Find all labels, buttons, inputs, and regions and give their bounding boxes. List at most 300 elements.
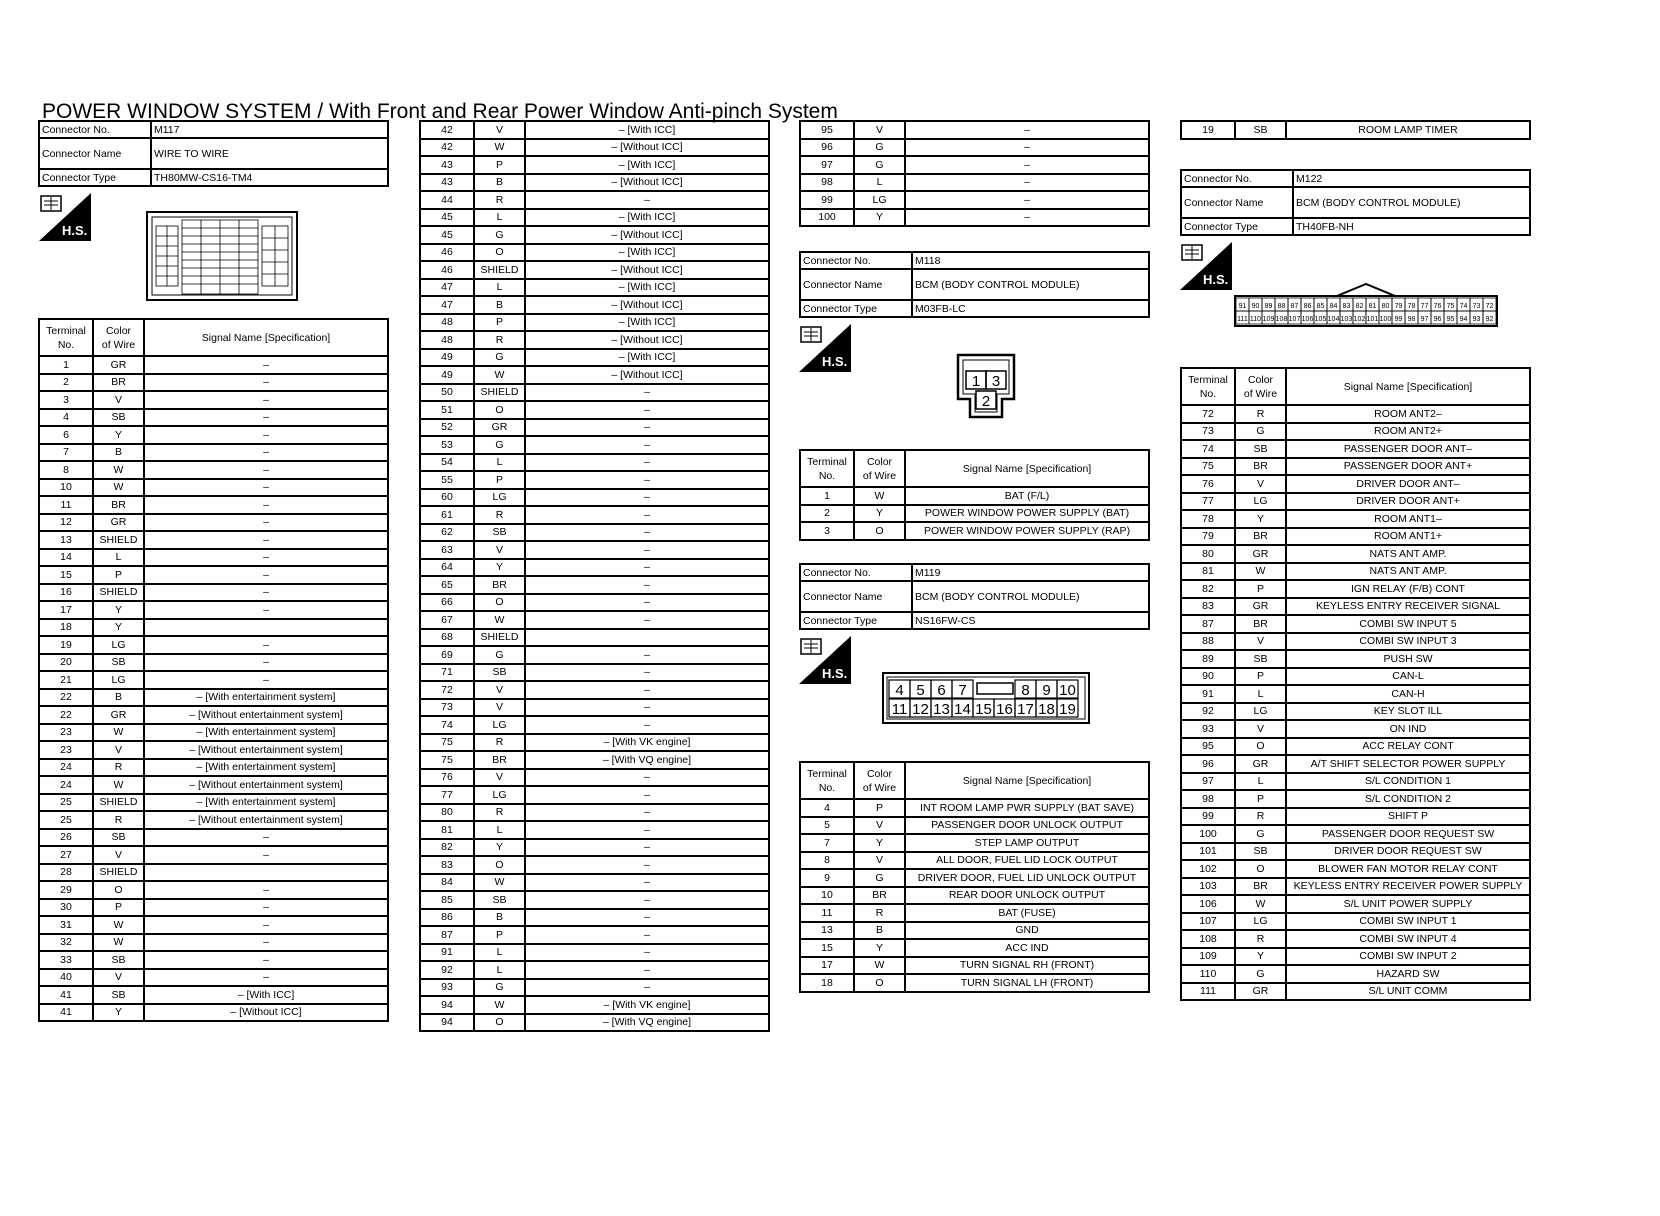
terminal-no-cell: 27 bbox=[39, 846, 93, 864]
table-row bbox=[39, 846, 388, 864]
terminal-no-cell: 67 bbox=[420, 611, 474, 629]
terminal-no-cell: 100 bbox=[800, 209, 854, 227]
connector-type-label: Connector Type bbox=[800, 300, 912, 317]
terminal-no-cell: 64 bbox=[420, 559, 474, 577]
terminal-no-cell: 54 bbox=[420, 454, 474, 472]
table-row bbox=[39, 934, 388, 952]
signal-name-cell: – bbox=[525, 839, 769, 857]
wire-color-cell: Y bbox=[93, 426, 144, 444]
wire-color-cell: O bbox=[474, 594, 525, 612]
terminal-no-cell: 47 bbox=[420, 279, 474, 297]
signal-name-cell: HAZARD SW bbox=[1286, 965, 1530, 983]
signal-name-cell: DRIVER DOOR ANT– bbox=[1286, 475, 1530, 493]
m119-connector-name: BCM (BODY CONTROL MODULE) bbox=[912, 581, 1149, 612]
wire-color-cell: V bbox=[93, 969, 144, 987]
wire-color-cell: V bbox=[854, 121, 905, 139]
signal-name-cell: KEYLESS ENTRY RECEIVER POWER SUPPLY bbox=[1286, 878, 1530, 896]
signal-name-cell: POWER WINDOW POWER SUPPLY (RAP) bbox=[905, 522, 1149, 540]
signal-name-cell: – bbox=[525, 979, 769, 997]
terminal-no-cell: 103 bbox=[1181, 878, 1235, 896]
pin-label: 94 bbox=[1459, 316, 1468, 323]
table-row bbox=[420, 996, 769, 1014]
signal-name-cell: – bbox=[144, 479, 388, 497]
signal-name-cell bbox=[525, 629, 769, 647]
connector-name-label: Connector Name bbox=[39, 138, 151, 169]
signal-name-cell: – bbox=[144, 969, 388, 987]
table-row bbox=[420, 664, 769, 682]
signal-name-cell: – [Without ICC] bbox=[525, 261, 769, 279]
signal-name-cell: – bbox=[144, 444, 388, 462]
wire-color-cell: Y bbox=[1235, 510, 1286, 528]
terminal-no-cell: 81 bbox=[1181, 563, 1235, 581]
wire-color-cell: O bbox=[93, 881, 144, 899]
signal-name-cell: – [With ICC] bbox=[525, 209, 769, 227]
signal-name-cell: – bbox=[144, 829, 388, 847]
wire-color-cell: P bbox=[474, 926, 525, 944]
table-row bbox=[1181, 965, 1530, 983]
table-row bbox=[800, 505, 1149, 523]
terminal-no-cell: 78 bbox=[1181, 510, 1235, 528]
terminal-no-cell: 92 bbox=[1181, 703, 1235, 721]
signal-name-cell: – bbox=[144, 584, 388, 602]
table-row bbox=[1181, 650, 1530, 668]
table-row bbox=[39, 461, 388, 479]
table-row bbox=[800, 799, 1149, 817]
pin-label: 4 bbox=[895, 682, 904, 699]
table-row bbox=[1181, 738, 1530, 756]
terminal-no-cell: 10 bbox=[39, 479, 93, 497]
terminal-no-cell: 18 bbox=[800, 974, 854, 992]
terminal-no-cell: 31 bbox=[39, 916, 93, 934]
table-row bbox=[420, 856, 769, 874]
terminal-no-cell: 11 bbox=[39, 496, 93, 514]
signal-name-cell: – bbox=[525, 454, 769, 472]
m119-connector-diagram bbox=[882, 672, 1090, 724]
terminal-no-cell: 5 bbox=[800, 817, 854, 835]
connector-name-label: Connector Name bbox=[800, 581, 912, 612]
table-row bbox=[420, 699, 769, 717]
table-row bbox=[1181, 913, 1530, 931]
wire-color-cell: SB bbox=[93, 654, 144, 672]
terminal-no-cell: 4 bbox=[800, 799, 854, 817]
wire-color-cell: P bbox=[474, 314, 525, 332]
wire-color-cell: SHIELD bbox=[93, 531, 144, 549]
signal-name-cell: – bbox=[525, 891, 769, 909]
wire-color-cell: O bbox=[474, 401, 525, 419]
table-row bbox=[1181, 510, 1530, 528]
wire-color-cell: L bbox=[474, 454, 525, 472]
terminal-no-cell: 91 bbox=[420, 944, 474, 962]
wire-color-cell: P bbox=[1235, 790, 1286, 808]
m118-connector-type: M03FB-LC bbox=[912, 300, 1149, 317]
wire-color-cell: SHIELD bbox=[93, 584, 144, 602]
table-row bbox=[1181, 895, 1530, 913]
signal-name-cell: – [Without entertainment system] bbox=[144, 706, 388, 724]
terminal-no-cell: 72 bbox=[1181, 405, 1235, 423]
table-row bbox=[1181, 121, 1530, 139]
signal-name-cell: ALL DOOR, FUEL LID LOCK OUTPUT bbox=[905, 852, 1149, 870]
table-row bbox=[420, 559, 769, 577]
m118-connector-info bbox=[799, 251, 1150, 318]
terminal-no-cell: 19 bbox=[1181, 121, 1235, 139]
table-row bbox=[420, 926, 769, 944]
wire-color-cell: G bbox=[474, 979, 525, 997]
wire-color-cell: V bbox=[1235, 633, 1286, 651]
terminal-no-cell: 50 bbox=[420, 384, 474, 402]
m119-rows bbox=[800, 799, 1149, 992]
pin-label: 93 bbox=[1472, 316, 1481, 323]
terminal-no-cell: 95 bbox=[1181, 738, 1235, 756]
wire-color-cell: SB bbox=[93, 409, 144, 427]
m117-connector-name: WIRE TO WIRE bbox=[151, 138, 388, 169]
table-row bbox=[1181, 545, 1530, 563]
signal-name-cell: ON IND bbox=[1286, 720, 1530, 738]
table-row bbox=[1181, 598, 1530, 616]
table-row bbox=[1181, 878, 1530, 896]
wire-color-cell: L bbox=[1235, 773, 1286, 791]
pin-label: 17 bbox=[1017, 701, 1034, 718]
terminal-no-cell: 48 bbox=[420, 331, 474, 349]
wire-color-cell: V bbox=[474, 699, 525, 717]
wire-color-cell: Y bbox=[854, 209, 905, 227]
table-row bbox=[800, 957, 1149, 975]
table-row bbox=[39, 391, 388, 409]
table-row bbox=[1181, 843, 1530, 861]
terminal-no-cell: 65 bbox=[420, 576, 474, 594]
wire-color-cell: R bbox=[1235, 808, 1286, 826]
wire-color-cell: L bbox=[474, 279, 525, 297]
wire-color-cell: L bbox=[854, 174, 905, 192]
table-row bbox=[1181, 720, 1530, 738]
wire-color-cell: R bbox=[474, 506, 525, 524]
terminal-no-cell: 96 bbox=[800, 139, 854, 157]
wire-color-cell: P bbox=[854, 799, 905, 817]
signal-name-cell: ROOM ANT2+ bbox=[1286, 423, 1530, 441]
wire-color-cell: SB bbox=[93, 951, 144, 969]
terminal-no-cell: 55 bbox=[420, 471, 474, 489]
wire-color-cell: SB bbox=[1235, 650, 1286, 668]
wire-color-cell: BR bbox=[474, 751, 525, 769]
signal-name-cell: S/L CONDITION 1 bbox=[1286, 773, 1530, 791]
wire-color-cell: LG bbox=[93, 636, 144, 654]
signal-name-cell: – bbox=[525, 436, 769, 454]
signal-name-cell: – bbox=[525, 681, 769, 699]
wire-color-cell: GR bbox=[1235, 545, 1286, 563]
pin-label: 3 bbox=[991, 373, 1001, 390]
table-row bbox=[420, 1014, 769, 1032]
signal-name-cell: – bbox=[525, 926, 769, 944]
signal-name-cell: – bbox=[525, 874, 769, 892]
wire-color-cell: L bbox=[1235, 685, 1286, 703]
signal-name-cell: – bbox=[525, 804, 769, 822]
terminal-no-cell: 20 bbox=[39, 654, 93, 672]
signal-name-cell: – [With VQ engine] bbox=[525, 751, 769, 769]
terminal-no-header: Terminal No. bbox=[1181, 368, 1235, 405]
terminal-no-cell: 95 bbox=[800, 121, 854, 139]
terminal-no-cell: 2 bbox=[800, 505, 854, 523]
pin-label: 2 bbox=[981, 393, 991, 410]
table-row bbox=[39, 496, 388, 514]
m122-rows bbox=[1181, 405, 1530, 1000]
wire-color-cell: R bbox=[474, 191, 525, 209]
signal-name-cell: ROOM LAMP TIMER bbox=[1286, 121, 1530, 139]
terminal-no-cell: 52 bbox=[420, 419, 474, 437]
terminal-no-cell: 2 bbox=[39, 374, 93, 392]
table-row bbox=[39, 724, 388, 742]
table-row bbox=[420, 909, 769, 927]
table-row bbox=[39, 671, 388, 689]
table-row bbox=[39, 601, 388, 619]
pin-label: 1 bbox=[971, 373, 981, 390]
m117-rows-3 bbox=[800, 121, 1149, 226]
hs-icon bbox=[799, 324, 851, 372]
signal-name-cell: – bbox=[144, 899, 388, 917]
pin-label: 75 bbox=[1446, 303, 1455, 310]
terminal-no-cell: 6 bbox=[39, 426, 93, 444]
table-row bbox=[1181, 825, 1530, 843]
wire-color-cell: SB bbox=[474, 891, 525, 909]
signal-name-cell: – bbox=[144, 461, 388, 479]
table-row bbox=[39, 776, 388, 794]
wire-color-cell: W bbox=[474, 139, 525, 157]
wire-color-cell: G bbox=[474, 436, 525, 454]
table-row bbox=[1181, 440, 1530, 458]
terminal-no-cell: 18 bbox=[39, 619, 93, 637]
table-row bbox=[420, 436, 769, 454]
table-row bbox=[420, 331, 769, 349]
wire-color-cell: SB bbox=[1235, 440, 1286, 458]
table-row bbox=[420, 751, 769, 769]
signal-name-cell: REAR DOOR UNLOCK OUTPUT bbox=[905, 887, 1149, 905]
wire-color-cell: SB bbox=[474, 524, 525, 542]
terminal-no-cell: 91 bbox=[1181, 685, 1235, 703]
terminal-no-header: Terminal No. bbox=[800, 762, 854, 799]
signal-name-cell: BAT (FUSE) bbox=[905, 904, 1149, 922]
m117-connector-no: M117 bbox=[151, 121, 388, 138]
wire-color-cell: L bbox=[474, 944, 525, 962]
table-row bbox=[420, 891, 769, 909]
signal-name-cell: – bbox=[525, 699, 769, 717]
pin-label: 96 bbox=[1433, 316, 1442, 323]
terminal-no-cell: 93 bbox=[420, 979, 474, 997]
table-row bbox=[39, 916, 388, 934]
wire-color-cell: V bbox=[93, 741, 144, 759]
terminal-no-cell: 68 bbox=[420, 629, 474, 647]
terminal-no-cell: 94 bbox=[420, 1014, 474, 1032]
signal-name-cell: COMBI SW INPUT 1 bbox=[1286, 913, 1530, 931]
signal-name-cell: – bbox=[525, 664, 769, 682]
signal-name-header: Signal Name [Specification] bbox=[144, 319, 388, 356]
signal-name-cell: – bbox=[525, 576, 769, 594]
table-row bbox=[800, 887, 1149, 905]
signal-name-cell: PASSENGER DOOR REQUEST SW bbox=[1286, 825, 1530, 843]
table-row bbox=[420, 524, 769, 542]
wire-color-cell: O bbox=[1235, 860, 1286, 878]
wire-color-cell: V bbox=[93, 846, 144, 864]
hs-icon bbox=[39, 193, 91, 241]
signal-name-cell: – [With entertainment system] bbox=[144, 794, 388, 812]
wire-color-cell: Y bbox=[474, 559, 525, 577]
table-row bbox=[420, 489, 769, 507]
wire-color-cell: Y bbox=[854, 939, 905, 957]
terminal-no-cell: 109 bbox=[1181, 948, 1235, 966]
signal-name-cell: ACC IND bbox=[905, 939, 1149, 957]
table-row bbox=[420, 139, 769, 157]
wire-color-cell: P bbox=[474, 471, 525, 489]
table-row bbox=[1181, 668, 1530, 686]
terminal-no-cell: 17 bbox=[800, 957, 854, 975]
wire-color-cell: Y bbox=[854, 505, 905, 523]
m119-terminal-table-cont bbox=[1180, 120, 1531, 140]
table-row bbox=[39, 1004, 388, 1022]
signal-name-cell: – bbox=[144, 549, 388, 567]
table-row bbox=[800, 817, 1149, 835]
terminal-no-cell: 8 bbox=[800, 852, 854, 870]
terminal-no-cell: 43 bbox=[420, 156, 474, 174]
terminal-no-cell: 98 bbox=[800, 174, 854, 192]
signal-name-cell: – [With ICC] bbox=[144, 986, 388, 1004]
table-row bbox=[800, 869, 1149, 887]
table-row bbox=[1181, 633, 1530, 651]
table-row bbox=[420, 454, 769, 472]
signal-name-cell: – [With ICC] bbox=[525, 349, 769, 367]
wire-color-cell: GR bbox=[93, 706, 144, 724]
terminal-no-cell: 19 bbox=[39, 636, 93, 654]
terminal-no-cell: 3 bbox=[39, 391, 93, 409]
pin-label: 88 bbox=[1277, 303, 1286, 310]
m118-connector-name: BCM (BODY CONTROL MODULE) bbox=[912, 269, 1149, 300]
wire-color-cell: BR bbox=[854, 887, 905, 905]
terminal-no-cell: 7 bbox=[39, 444, 93, 462]
table-row bbox=[420, 314, 769, 332]
connector-no-label: Connector No. bbox=[1181, 170, 1293, 187]
wire-color-cell: SB bbox=[474, 664, 525, 682]
table-row bbox=[1181, 790, 1530, 808]
table-row bbox=[800, 139, 1149, 157]
wire-color-cell: P bbox=[93, 899, 144, 917]
color-of-wire-header: Color of Wire bbox=[1235, 368, 1286, 405]
signal-name-cell: A/T SHIFT SELECTOR POWER SUPPLY bbox=[1286, 755, 1530, 773]
pin-label: 7 bbox=[958, 682, 967, 699]
pin-label: 18 bbox=[1038, 701, 1055, 718]
table-row bbox=[420, 191, 769, 209]
table-row bbox=[39, 811, 388, 829]
wire-color-cell: V bbox=[93, 391, 144, 409]
wire-color-cell: BR bbox=[93, 496, 144, 514]
terminal-no-cell: 41 bbox=[39, 1004, 93, 1022]
pin-label: 90 bbox=[1251, 303, 1260, 310]
terminal-no-cell: 82 bbox=[1181, 580, 1235, 598]
signal-name-cell: – bbox=[525, 821, 769, 839]
page-title: POWER WINDOW SYSTEM / With Front and Rear Power Window Anti-pinch System bbox=[42, 100, 838, 123]
table-row bbox=[39, 969, 388, 987]
wire-color-cell: G bbox=[854, 156, 905, 174]
signal-name-cell: ROOM ANT1– bbox=[1286, 510, 1530, 528]
terminal-no-cell: 82 bbox=[420, 839, 474, 857]
terminal-no-cell: 80 bbox=[420, 804, 474, 822]
hs-icon bbox=[799, 636, 851, 684]
table-row bbox=[39, 794, 388, 812]
wire-color-cell: W bbox=[93, 461, 144, 479]
terminal-no-cell: 25 bbox=[39, 794, 93, 812]
signal-name-cell: – bbox=[525, 716, 769, 734]
color-of-wire-header: Color of Wire bbox=[93, 319, 144, 356]
wire-color-cell: BR bbox=[474, 576, 525, 594]
wire-color-cell: SB bbox=[1235, 121, 1286, 139]
signal-name-cell: IGN RELAY (F/B) CONT bbox=[1286, 580, 1530, 598]
table-row bbox=[39, 584, 388, 602]
terminal-no-cell: 90 bbox=[1181, 668, 1235, 686]
wire-color-cell: B bbox=[474, 909, 525, 927]
signal-name-cell: S/L UNIT POWER SUPPLY bbox=[1286, 895, 1530, 913]
m119-terminal-table bbox=[799, 761, 1150, 993]
wire-color-cell: BR bbox=[1235, 615, 1286, 633]
pin-label: 15 bbox=[975, 701, 992, 718]
connector-name-label: Connector Name bbox=[800, 269, 912, 300]
terminal-no-cell: 23 bbox=[39, 724, 93, 742]
signal-name-cell: – [Without ICC] bbox=[144, 1004, 388, 1022]
terminal-no-cell: 1 bbox=[800, 487, 854, 505]
signal-name-cell: – [With VQ engine] bbox=[525, 1014, 769, 1032]
table-row bbox=[39, 514, 388, 532]
table-row bbox=[420, 419, 769, 437]
terminal-no-cell: 80 bbox=[1181, 545, 1235, 563]
wire-color-cell: B bbox=[93, 689, 144, 707]
m118-connector-diagram bbox=[956, 353, 1016, 419]
wire-color-cell: V bbox=[854, 852, 905, 870]
terminal-no-cell: 81 bbox=[420, 821, 474, 839]
signal-name-cell: – bbox=[905, 156, 1149, 174]
table-row bbox=[39, 549, 388, 567]
terminal-no-cell: 106 bbox=[1181, 895, 1235, 913]
table-row bbox=[39, 566, 388, 584]
signal-name-cell: – [With ICC] bbox=[525, 156, 769, 174]
wire-color-cell: LG bbox=[854, 191, 905, 209]
wire-color-cell: L bbox=[93, 549, 144, 567]
wire-color-cell: G bbox=[1235, 825, 1286, 843]
terminal-no-cell: 63 bbox=[420, 541, 474, 559]
terminal-no-cell: 26 bbox=[39, 829, 93, 847]
pin-label: 10 bbox=[1059, 682, 1076, 699]
table-row bbox=[800, 174, 1149, 192]
pin-label: 76 bbox=[1433, 303, 1442, 310]
terminal-no-cell: 94 bbox=[420, 996, 474, 1014]
terminal-no-cell: 7 bbox=[800, 834, 854, 852]
signal-name-cell: – [With ICC] bbox=[525, 279, 769, 297]
wire-color-cell: SHIELD bbox=[93, 864, 144, 882]
table-row bbox=[39, 829, 388, 847]
terminal-no-cell: 13 bbox=[39, 531, 93, 549]
terminal-no-cell: 69 bbox=[420, 646, 474, 664]
terminal-no-cell: 89 bbox=[1181, 650, 1235, 668]
table-row bbox=[39, 899, 388, 917]
terminal-no-cell: 9 bbox=[800, 869, 854, 887]
table-row bbox=[39, 619, 388, 637]
table-row bbox=[39, 951, 388, 969]
signal-name-cell: PASSENGER DOOR ANT+ bbox=[1286, 458, 1530, 476]
table-row bbox=[800, 852, 1149, 870]
wire-color-cell: G bbox=[1235, 965, 1286, 983]
terminal-no-cell: 100 bbox=[1181, 825, 1235, 843]
m122-connector-type: TH40FB-NH bbox=[1293, 218, 1530, 235]
table-row bbox=[420, 296, 769, 314]
signal-name-cell: NATS ANT AMP. bbox=[1286, 563, 1530, 581]
m118-rows bbox=[800, 487, 1149, 540]
signal-name-cell: – bbox=[525, 506, 769, 524]
terminal-no-cell: 4 bbox=[39, 409, 93, 427]
terminal-no-cell: 41 bbox=[39, 986, 93, 1004]
wire-color-cell: W bbox=[1235, 563, 1286, 581]
